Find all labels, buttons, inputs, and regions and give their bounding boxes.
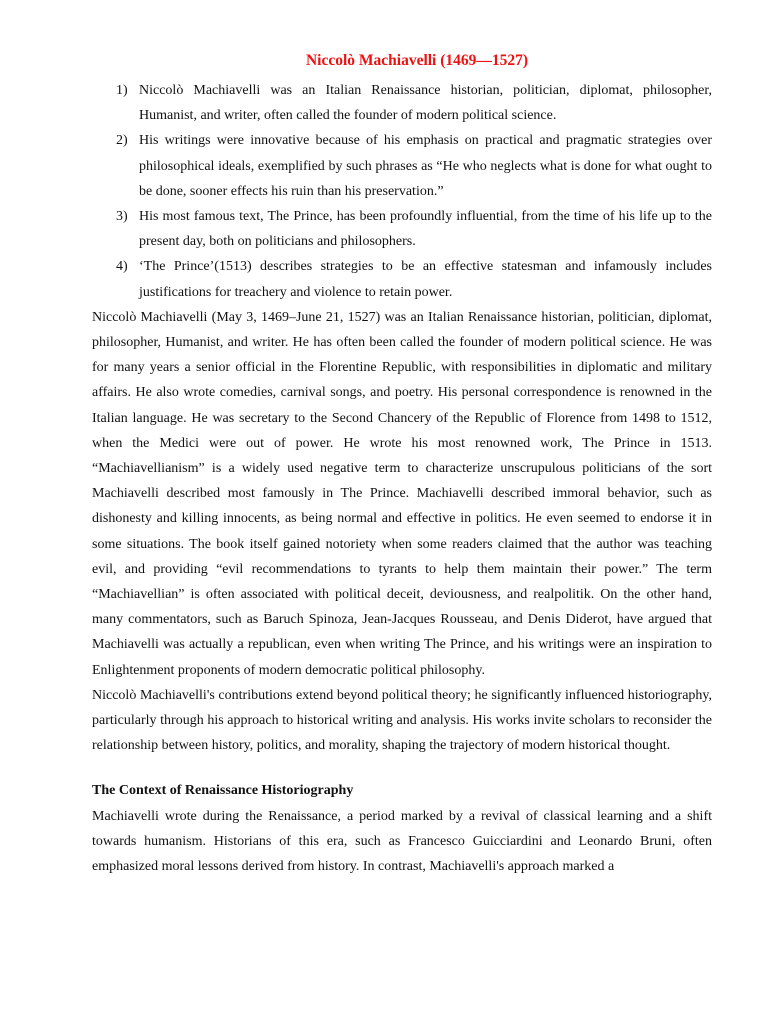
list-item-number: 3) [116, 209, 128, 225]
list-item-number: 4) [116, 259, 128, 275]
list-item-number: 1) [116, 83, 128, 98]
section-heading: The Context of Renaissance Historiography [92, 783, 354, 799]
list-item-text: His most famous text, The Prince, has been profoundly influential, from the time of his life up to the present day, both on politicians and philosophers. [139, 209, 712, 250]
contributions-paragraph: Niccolò Machiavelli's contributions extend beyond political theory; he significantly influenced historiography, particularly through his approach to historical writing and analysis. His works invite scholars to reconsider the relationship between history, politics, and morality, shaping the trajectory of modern historical thought. [92, 687, 712, 754]
list-item-text: ‘The Prince’(1513) describes strategies to be an effective statesman and infamously includes justifications for treachery and violence to retain power. [139, 259, 712, 300]
biography-paragraph: Niccolò Machiavelli (May 3, 1469–June 21, 1527) was an Italian Renaissance historian, politician, diplomat, philosopher, Humanist, and writer. He has often been called the founder of modern political science. He was for many years a senior official in the Florentine Republic, with responsibilities in diplomatic and military affairs. He also wrote comedies, carnival songs, and poetry. His personal correspondence is renowned in the Italian language. He was secretary to the Second Chancery of the Republic of Florence from 1498 to 1512, when the Medici were out of power. He wrote his most renowned work, The Prince in 1513. “Machiavellianism” is a widely used negative term to characterize unscrupulous politicians of the sort Machiavelli described most famously in The Prince. Machiavelli described immoral behavior, such as dishonesty and killing innocents, as being normal and effective in politics. He even seemed to endorse it in some situations. The book itself gained notoriety when some readers claimed that the author was teaching evil, and providing “evil recommendations to tyrants to help them maintain their power.” The term “Machiavellian” is often associated with political deceit, deviousness, and realpolitik. On the other hand, many commentators, such as Baruch Spinoza, Jean-Jacques Rousseau, and Denis Diderot, have argued that Machiavelli was actually a republican, even when writing The Prince, and his writings were an inspiration to Enlightenment proponents of modern democratic political philosophy. [92, 309, 712, 678]
list-item [92, 78, 712, 128]
key-points-list [92, 78, 712, 305]
document-page [92, 50, 712, 879]
list-item [92, 254, 712, 304]
list-item-number: 2) [116, 133, 128, 149]
list-item-text: Niccolò Machiavelli was an Italian Renaissance historian, politician, diplomat, philosopher, Humanist, and writer, often called the founder of modern political science. [139, 83, 712, 124]
list-item-text: His writings were innovative because of his emphasis on practical and pragmatic strategies over philosophical ideals, exemplified by such phrases as “He who neglects what is done for what ought to be done, sooner effects his ruin than his preservation.” [139, 133, 712, 199]
list-item [92, 204, 712, 254]
list-item [92, 128, 712, 204]
document-title: Niccolò Machiavelli (1469—1527) [305, 52, 529, 69]
context-paragraph: Machiavelli wrote during the Renaissance, a period marked by a revival of classical learning and a shift towards humanism. Historians of this era, such as Francesco Guicciardini and Leonardo Bruni, often emphasized moral lessons derived from history. In contrast, Machiavelli's approach marked a [92, 808, 712, 875]
